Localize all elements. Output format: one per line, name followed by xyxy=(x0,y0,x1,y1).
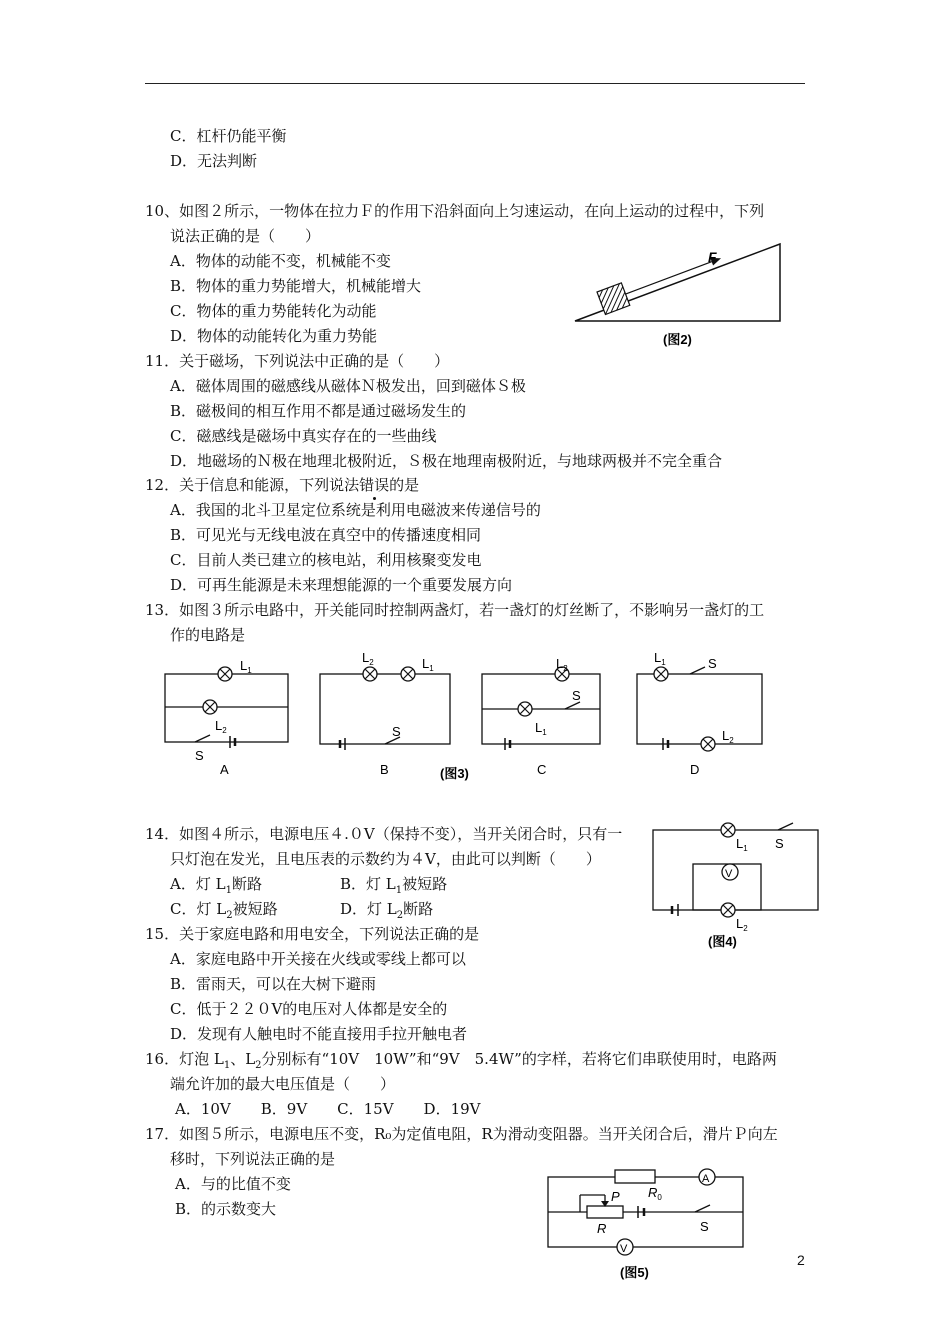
q17-option-a: A．与的比值不变 xyxy=(175,1175,291,1193)
svg-text:L1: $L_1$ xyxy=(535,720,547,737)
q17-stem-line2: 移时，下列说法正确的是 xyxy=(170,1150,336,1168)
q11-stem: 11．关于磁场，下列说法中正确的是（ ） xyxy=(145,352,450,370)
q12-option-c: C．目前人类已建立的核电站，利用核聚变发电 xyxy=(170,551,482,569)
q16-stem-line1: 16．灯泡 $L_1$、$L_2$分别标有“10V 10W”和“9V 5.4W”的字样，若将它们串联使用时，电路两 xyxy=(145,1050,777,1071)
figure-5-circuit xyxy=(545,1165,750,1285)
q15-option-a: A．家庭电路中开关接在火线或零线上都可以 xyxy=(170,950,466,968)
q11-option-b: B．磁极间的相互作用不都是通过磁场发生的 xyxy=(170,402,467,420)
svg-text:V: V xyxy=(620,1243,628,1255)
q14-stem-line2: 只灯泡在发光，且电压表的示数约为４V，由此可以判断（ ） xyxy=(170,850,601,868)
svg-text:L1: $L_1$ xyxy=(422,656,434,673)
figure-4-circuit xyxy=(648,822,823,950)
q12-option-b: B．可见光与无线电波在真空中的传播速度相同 xyxy=(170,526,482,544)
svg-text:L1: $L_1$ xyxy=(736,836,748,853)
svg-text:L2: $L_2$ xyxy=(362,650,374,667)
q10-stem-line2: 说法正确的是（ ） xyxy=(170,227,321,245)
circuit-a-label: A xyxy=(220,762,229,777)
q16-stem-line2: 端允许加的最大电压值是（ ） xyxy=(170,1075,396,1093)
svg-text:L1: $L_1$ xyxy=(654,650,666,667)
q11-option-a: A．磁体周围的磁感线从磁体Ｎ极发出，回到磁体Ｓ极 xyxy=(170,377,526,395)
svg-text:S: S xyxy=(195,748,204,763)
q15-option-b: B．雷雨天，可以在大树下避雨 xyxy=(170,975,377,993)
q14-option-b: B．灯 $L_1$被短路 xyxy=(340,875,448,896)
svg-text:A: A xyxy=(702,1173,710,1185)
q11-option-c: C．磁感线是磁场中真实存在的一些曲线 xyxy=(170,427,437,445)
q13-stem-line1: 13．如图３所示电路中，开关能同时控制两盏灯，若一盏灯的灯丝断了，不影响另一盏灯的工 xyxy=(145,601,765,619)
q9-option-d: D．无法判断 xyxy=(170,152,258,170)
svg-text:P: P xyxy=(611,1189,620,1204)
q14-option-d: D．灯 $L_2$断路 xyxy=(340,900,434,921)
figure-2-caption: (图2) xyxy=(663,332,692,347)
circuit-d-label: D xyxy=(690,762,700,777)
svg-text:S: S xyxy=(708,656,717,671)
q15-stem: 15．关于家庭电路和用电安全，下列说法正确的是 xyxy=(145,925,480,943)
svg-text:L2: $L_2$ xyxy=(556,656,568,673)
q17-option-b: B．的示数变大 xyxy=(175,1200,277,1218)
q15-option-c: C．低于２２０V的电压对人体都是安全的 xyxy=(170,1000,448,1018)
svg-text:L1: $L_1$ xyxy=(240,658,252,675)
figure-2-incline xyxy=(575,244,785,350)
q12-option-a: A．我国的北斗卫星定位系统是利用电磁波来传递信号的 xyxy=(170,501,541,519)
svg-text:L2: $L_2$ xyxy=(722,728,734,745)
svg-text:S: S xyxy=(572,688,581,703)
q12-stem: 12．关于信息和能源，下列说法错误的是 xyxy=(145,476,420,494)
q15-option-d: D．发现有人触电时不能直接用手拉开触电者 xyxy=(170,1025,468,1043)
q10-option-d: D．物体的动能转化为重力势能 xyxy=(170,327,378,345)
q10-option-b: B．物体的重力势能增大，机械能增大 xyxy=(170,277,422,295)
svg-text:L2: $L_2$ xyxy=(215,718,227,735)
svg-text:R0: $R_0$ xyxy=(648,1185,662,1202)
svg-text:R: R xyxy=(597,1221,607,1236)
force-label: F xyxy=(708,249,717,265)
q14-option-a: A．灯 $L_1$断路 xyxy=(170,875,262,896)
q16-options: A．10V B．9V C．15V D．19V xyxy=(175,1100,481,1118)
circuit-c-label: C xyxy=(537,762,547,777)
q17-stem-line1: 17．如图５所示，电源电压不变，R₀为定值电阻，R为滑动变阻器。当开关闭合后，滑片Ｐ向左 xyxy=(145,1125,778,1143)
q13-stem-line2: 作的电路是 xyxy=(170,626,246,644)
q14-stem-line1: 14．如图４所示，电源电压４.０V（保持不变），当开关闭合时，只有一 xyxy=(145,825,623,843)
q14-option-c: C．灯 $L_2$被短路 xyxy=(170,900,278,921)
svg-text:S: S xyxy=(392,724,401,739)
q10-stem-line1: 10、如图２所示，一物体在拉力Ｆ的作用下沿斜面向上匀速运动，在向上运动的过程中，下列 xyxy=(145,202,765,220)
svg-text:V: V xyxy=(725,868,733,880)
page-number: 2 xyxy=(797,1252,805,1268)
q11-option-d: D．地磁场的Ｎ极在地理北极附近，Ｓ极在地理南极附近，与地球两极并不完全重合 xyxy=(170,452,723,470)
emphasis-text: 错误 xyxy=(359,476,390,494)
q10-option-c: C．物体的重力势能转化为动能 xyxy=(170,302,377,320)
circuit-b-label: B xyxy=(380,762,389,777)
q10-option-a: A．物体的动能不变，机械能不变 xyxy=(170,252,391,270)
svg-text:S: S xyxy=(775,836,784,851)
svg-text:L2: $L_2$ xyxy=(736,916,748,933)
q9-option-c: C．杠杆仍能平衡 xyxy=(170,127,287,145)
figure-4-caption: (图4) xyxy=(708,934,737,949)
svg-text:S: S xyxy=(700,1219,709,1234)
q12-option-d: D．可再生能源是未来理想能源的一个重要发展方向 xyxy=(170,576,513,594)
figure-3-circuits xyxy=(160,648,785,783)
figure-3-caption: (图3) xyxy=(440,766,469,781)
header-rule xyxy=(145,83,805,84)
figure-5-caption: (图5) xyxy=(620,1265,649,1280)
